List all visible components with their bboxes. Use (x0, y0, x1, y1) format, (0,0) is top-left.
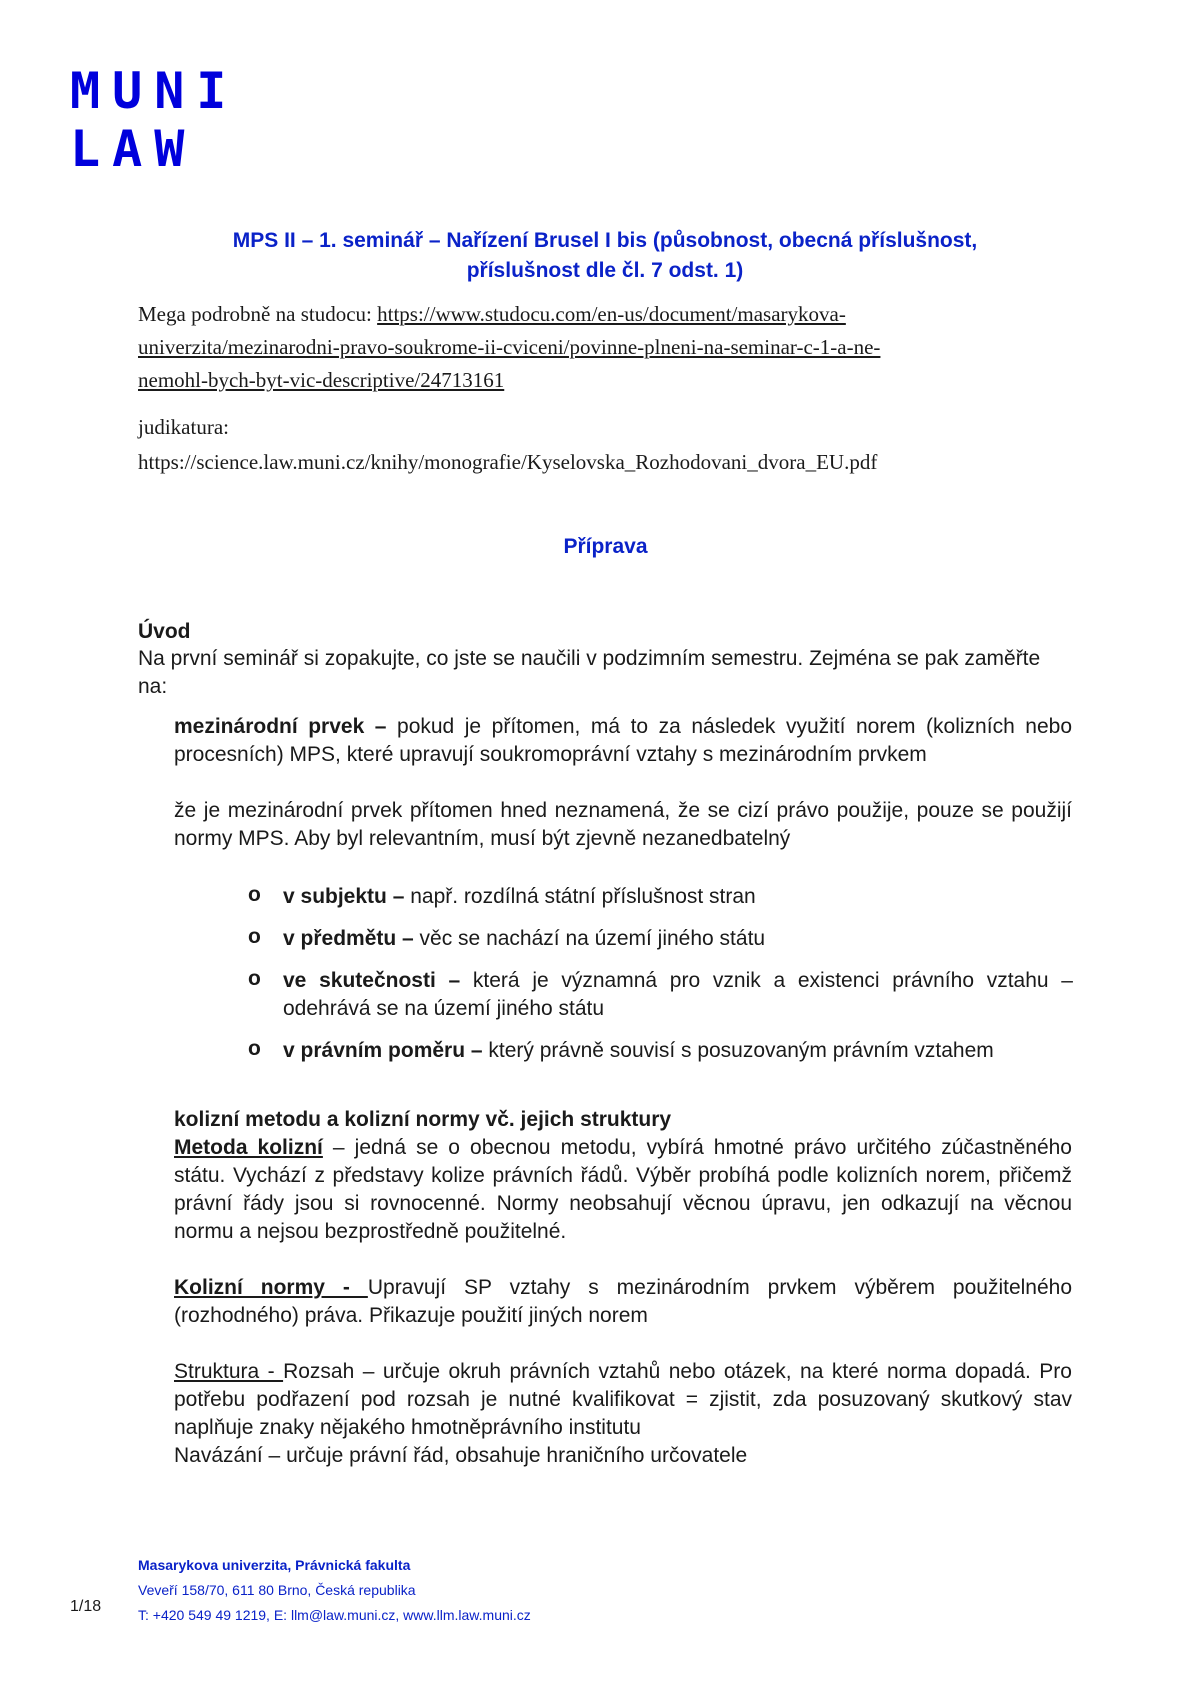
logo-line-law: LAW (70, 120, 197, 178)
title-line-2: příslušnost dle čl. 7 odst. 1) (466, 259, 744, 282)
metoda-kolizni-paragraph (174, 1134, 1072, 1246)
footer-address: Veveří 158/70, 611 80 Brno, Česká republika (138, 1582, 416, 1598)
metoda-kolizni-term: Metoda kolizní (174, 1136, 323, 1159)
studocu-paragraph (138, 298, 1073, 397)
bullet-mark: o (248, 967, 261, 990)
uvod-text: Na první seminář si zopakujte, co jste se naučili v podzimním semestru. Zejména se pak zaměřte na: (138, 647, 1041, 698)
mezinarodni-prvek-paragraph (174, 713, 1072, 769)
studocu-link-part-1[interactable]: https://www.studocu.com/en-us/document/masarykova- (377, 302, 846, 326)
kolizni-normy-term: Kolizní normy - (174, 1276, 368, 1299)
struktura-text: Rozsah – určuje okruh právních vztahů nebo otázek, na které norma dopadá. Pro potřebu podřazení pod rozsah je nutné kvalifikovat = zjistit, zda posuzovaný skutkový stav naplňuje znaky nějakého hmotněprávního institutu (174, 1360, 1072, 1439)
bullet-mark: o (248, 925, 261, 948)
footer-contact: T: +420 549 49 1219, E: llm@law.muni.cz, www.llm.law.muni.cz (138, 1607, 531, 1623)
kolizni-heading: kolizní metodu a kolizní normy vč. jejich struktury (174, 1108, 672, 1131)
page-number: 1/18 (70, 1598, 102, 1615)
kolizni-normy-paragraph (174, 1274, 1072, 1330)
section-heading-priprava: Příprava (563, 535, 648, 558)
struktura-term: Struktura - (174, 1360, 284, 1383)
bullet-text: která je významná pro vznik a existenci právního vztahu – odehrává se na území jiného státu (283, 969, 1073, 1020)
navazani-line: Navázání – určuje právní řád, obsahuje hraničního určovatele (174, 1444, 748, 1467)
bullet-mark: o (248, 883, 261, 906)
muni-law-logo (70, 62, 238, 178)
judikatura-url: https://science.law.muni.cz/knihy/monografie/Kyselovska_Rozhodovani_dvora_EU.pdf (138, 450, 878, 474)
title-line-1: MPS II – 1. seminář – Nařízení Brusel I bis (působnost, obecná příslušnost, (232, 229, 978, 252)
studocu-label: Mega podrobně na studocu: (138, 302, 378, 326)
judikatura-label: judikatura: (138, 415, 229, 439)
bullet-term: ve skutečnosti – (283, 969, 473, 992)
bullet-term: v předmětu – (283, 927, 420, 950)
bullet-text: věc se nachází na území jiného státu (419, 927, 766, 950)
judikatura-paragraph (138, 410, 1073, 480)
studocu-link-part-2[interactable]: univerzita/mezinarodni-pravo-soukrome-ii-cviceni/povinne-plneni-na-seminar-c-1-a-ne- (138, 335, 881, 359)
bullet-term: v právním poměru – (283, 1039, 489, 1062)
mezinarodni-prvek-term: mezinárodní prvek – (174, 715, 398, 738)
kolizni-normy-text: Upravují SP vztahy s mezinárodním prvkem výběrem použitelného (rozhodného) práva. Přikazuje použití jiných norem (174, 1276, 1073, 1327)
footer-institution: Masarykova univerzita, Právnická fakulta (138, 1557, 411, 1573)
page-footer (138, 1553, 531, 1628)
bullet-text: který právně souvisí s posuzovaným právním vztahem (488, 1039, 994, 1062)
bullet-text: např. rozdílná státní příslušnost stran (410, 885, 756, 908)
mezinarodni-prvek-definition: pokud je přítomen, má to za následek využití norem (kolizních nebo procesních) MPS, které upravují soukromoprávní vztahy s mezinárodním prvkem (174, 715, 1073, 766)
struktura-paragraph (174, 1358, 1072, 1442)
studocu-link-part-3[interactable]: nemohl-bych-byt-vic-descriptive/24713161 (138, 368, 505, 392)
uvod-heading: Úvod (138, 620, 191, 643)
mezinarodni-prvek-note: že je mezinárodní prvek přítomen hned neznamená, že se cizí právo použije, pouze se použijí normy MPS. Aby byl relevantním, musí být zjevně nezanedbatelný (174, 799, 1072, 850)
metoda-kolizni-text: – jedná se o obecnou metodu, vybírá hmotné právo určitého zúčastněného státu. Vychází z představy kolize právních řádů. Výběr probíhá podle kolizních norem, přičemž právní řády jsou si rovnocenné. Normy neobsahují věcnou úpravu, jen odkazují na věcnou normu a nejsou bezprostředně použitelné. (174, 1136, 1072, 1243)
bullet-term: v subjektu – (283, 885, 411, 908)
logo-line-muni: MUNI (70, 62, 239, 120)
document-title (140, 226, 1070, 286)
bullet-mark: o (248, 1037, 261, 1060)
